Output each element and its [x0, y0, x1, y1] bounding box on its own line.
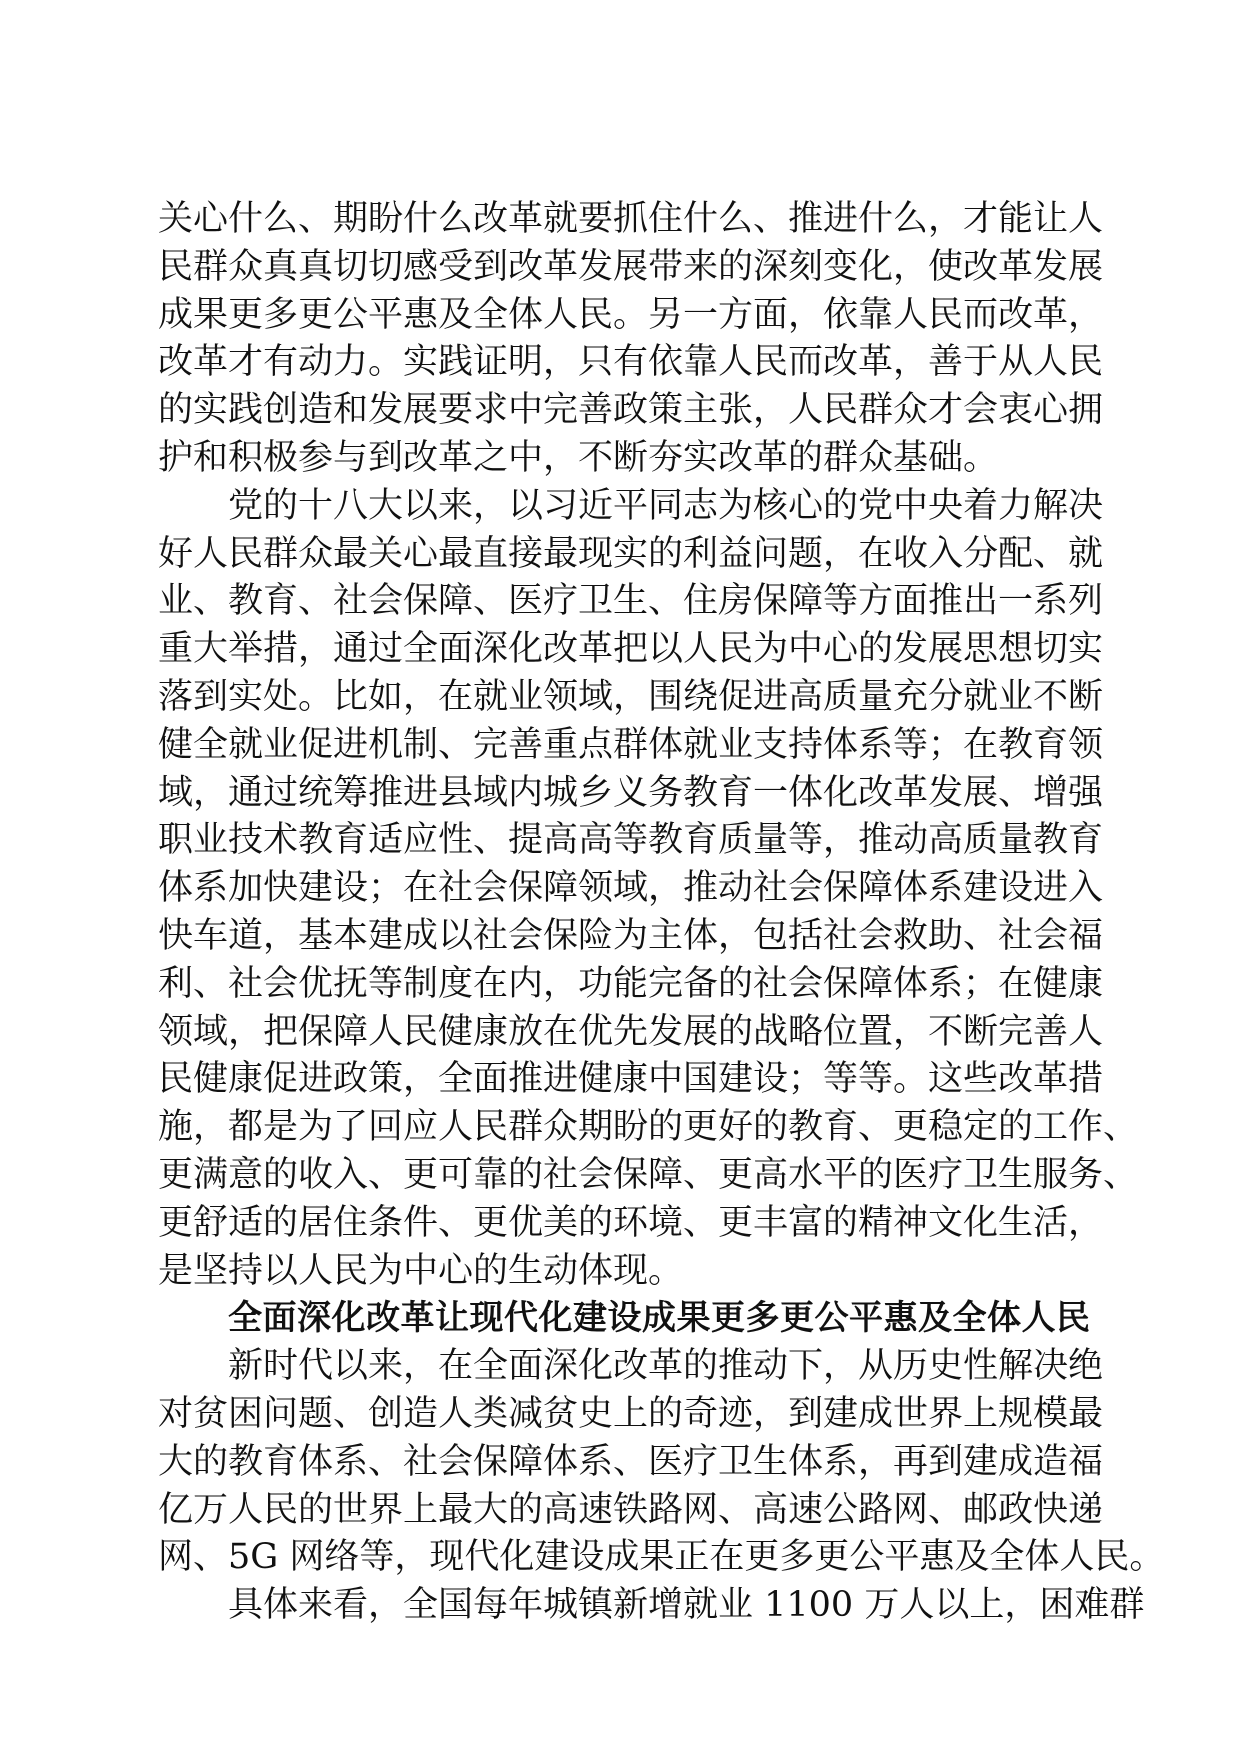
text-line: 成果更多更公平惠及全体人民。另一方面，依靠人民而改革，	[158, 294, 1104, 335]
text-line: 重大举措，通过全面深化改革把以人民为中心的发展思想切实	[158, 629, 1104, 670]
paragraph-4	[158, 1582, 1145, 1630]
text-line: 是坚持以人民为中心的生动体现。	[158, 1250, 684, 1291]
text-line: 利、社会优抚等制度在内，功能完备的社会保障体系；在健康	[158, 963, 1104, 1004]
text-line: 更满意的收入、更可靠的社会保障、更高水平的医疗卫生服务、	[158, 1154, 1139, 1195]
text-line: 党的十八大以来，以习近平同志为核心的党中央着力解决	[228, 485, 1104, 526]
text-line: 大的教育体系、社会保障体系、医疗卫生体系，再到建成造福	[158, 1441, 1104, 1482]
text-line: 护和积极参与到改革之中，不断夯实改革的群众基础。	[158, 437, 999, 478]
paragraph-1	[158, 196, 1104, 483]
text-line: 快车道，基本建成以社会保险为主体，包括社会救助、社会福	[158, 915, 1104, 956]
text-line: 施，都是为了回应人民群众期盼的更好的教育、更稳定的工作、	[158, 1107, 1139, 1148]
section-heading-text: 全面深化改革让现代化建设成果更多更公平惠及全体人民	[228, 1298, 1091, 1339]
text-line: 体系加快建设；在社会保障领域，推动社会保障体系建设进入	[158, 868, 1104, 909]
text-line: 领域，把保障人民健康放在优先发展的战略位置，不断完善人	[158, 1011, 1104, 1052]
text-line: 亿万人民的世界上最大的高速铁路网、高速公路网、邮政快递	[158, 1489, 1104, 1530]
text-line: 改革才有动力。实践证明，只有依靠人民而改革，善于从人民	[158, 342, 1104, 383]
text-line: 域，通过统筹推进县域内城乡义务教育一体化改革发展、增强	[158, 772, 1104, 813]
paragraph-3	[158, 1343, 1165, 1582]
text-line: 的实践创造和发展要求中完善政策主张，人民群众才会衷心拥	[158, 390, 1104, 431]
text-line: 民健康促进政策，全面推进健康中国建设；等等。这些改革措	[158, 1059, 1104, 1100]
text-line: 新时代以来，在全面深化改革的推动下，从历史性解决绝	[228, 1346, 1104, 1387]
text-line: 好人民群众最关心最直接最现实的利益问题，在收入分配、就	[158, 533, 1104, 574]
text-line: 具体来看，全国每年城镇新增就业 1100 万人以上，困难群	[228, 1585, 1145, 1626]
text-line: 民群众真真切切感受到改革发展带来的深刻变化，使改革发展	[158, 246, 1104, 287]
text-line: 关心什么、期盼什么改革就要抓住什么、推进什么，才能让人	[158, 199, 1104, 239]
text-line: 对贫困问题、创造人类减贫史上的奇迹，到建成世界上规模最	[158, 1393, 1104, 1434]
paragraph-2	[158, 483, 1139, 1296]
section-heading	[158, 1295, 1098, 1343]
text-line: 更舒适的居住条件、更优美的环境、更丰富的精神文化生活，	[158, 1202, 1104, 1243]
text-line: 网、5G 网络等，现代化建设成果正在更多更公平惠及全体人民。	[158, 1537, 1165, 1578]
text-line: 业、教育、社会保障、医疗卫生、住房保障等方面推出一系列	[158, 581, 1104, 622]
document-page	[158, 196, 1165, 1630]
text-line: 健全就业促进机制、完善重点群体就业支持体系等；在教育领	[158, 724, 1104, 765]
text-line: 落到实处。比如，在就业领域，围绕促进高质量充分就业不断	[158, 676, 1104, 717]
text-line: 职业技术教育适应性、提高高等教育质量等，推动高质量教育	[158, 820, 1104, 861]
